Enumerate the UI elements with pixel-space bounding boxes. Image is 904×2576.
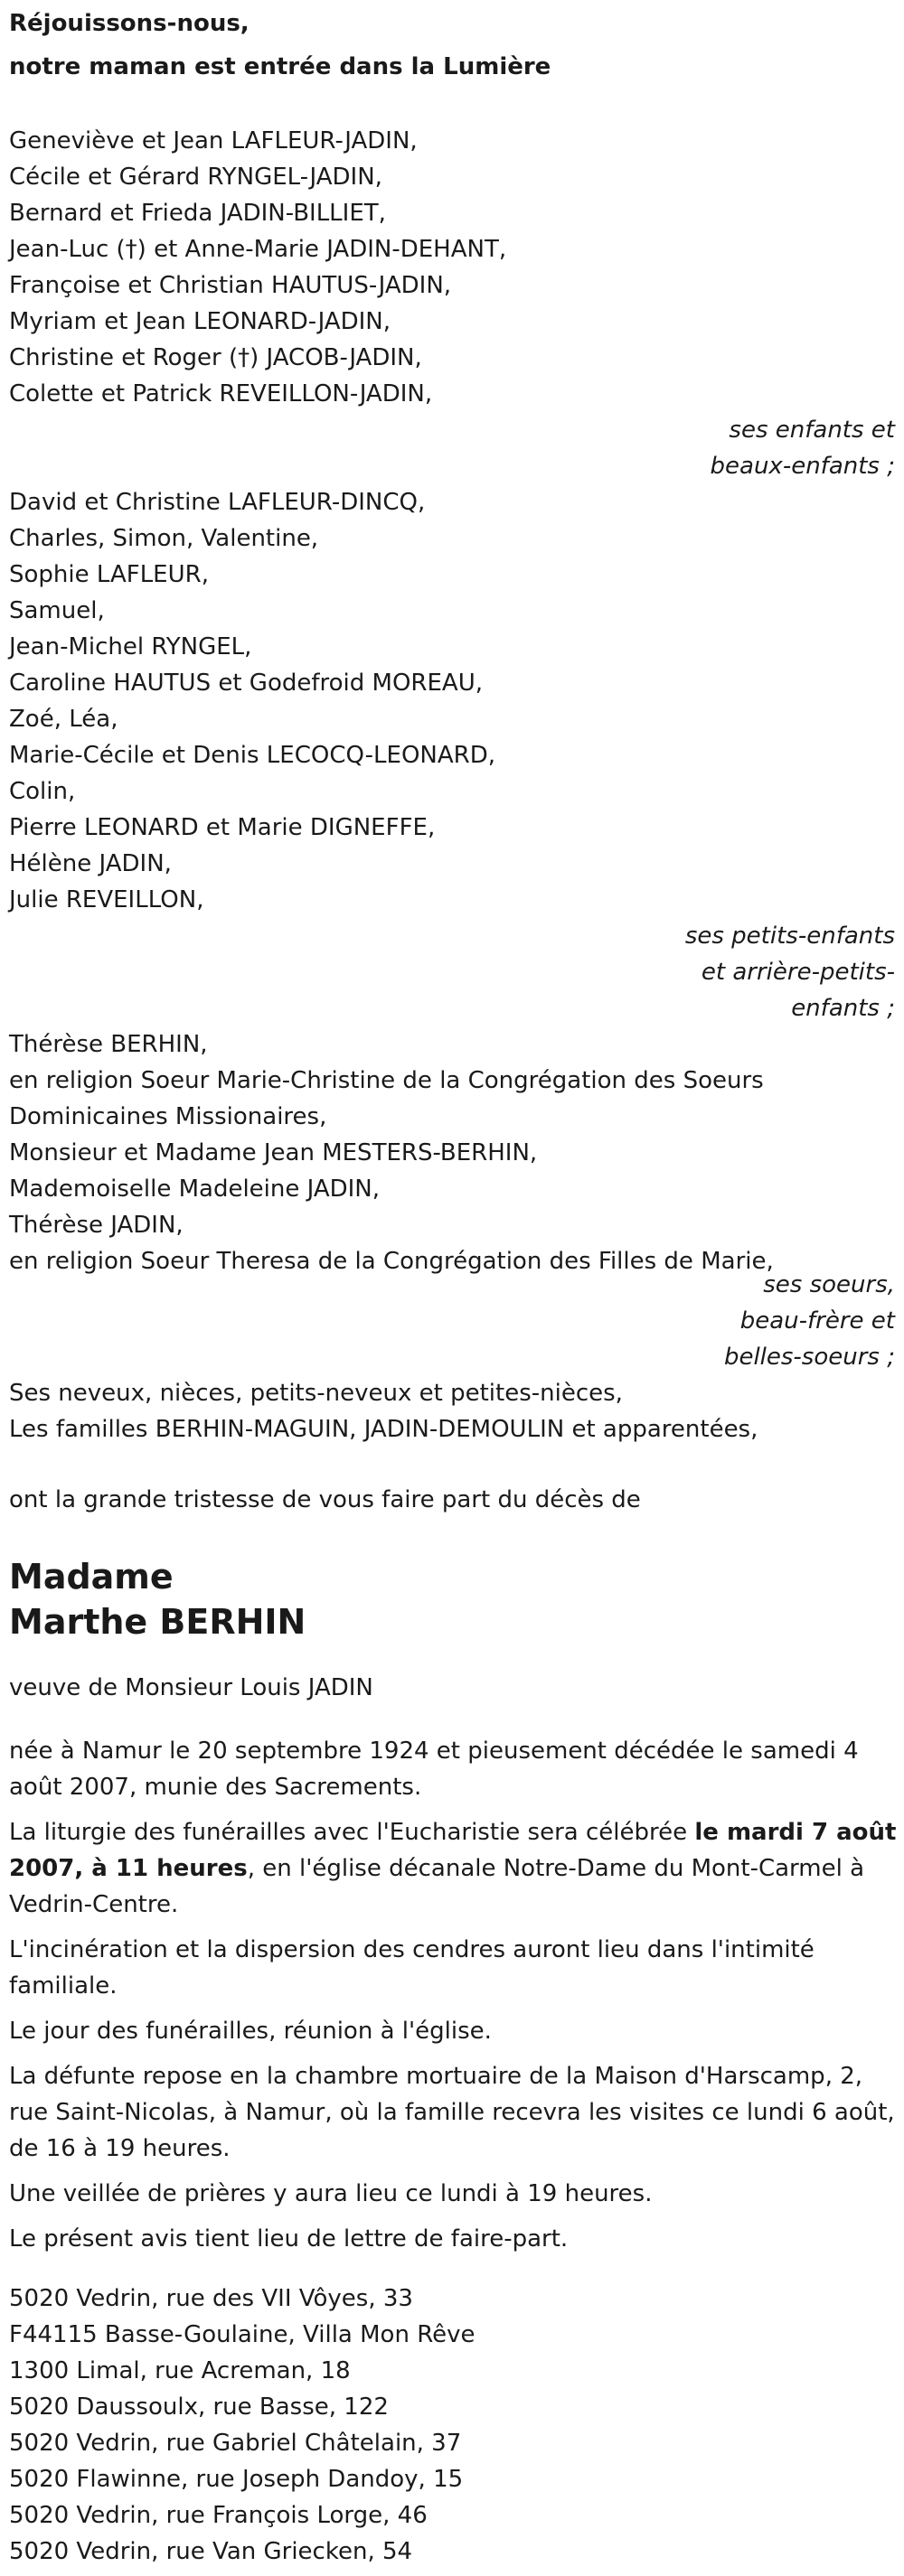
note-line: ses enfants et <box>729 417 895 444</box>
list-item: Caroline HAUTUS et Godefroid MOREAU, <box>9 670 483 697</box>
list-item: Zoé, Léa, <box>9 706 118 733</box>
list-item: David et Christine LAFLEUR-DINCQ, <box>9 489 426 516</box>
list-item: Marie-Cécile et Denis LECOCQ-LEONARD, <box>9 742 496 769</box>
list-item: Les familles BERHIN-MAGUIN, JADIN-DEMOULIN et apparentées, <box>9 1416 758 1443</box>
list-item: Myriam et Jean LEONARD-JADIN, <box>9 308 391 335</box>
grandchildren-relation-note <box>9 918 904 1026</box>
funeral-date: le mardi 7 août 2007, à 11 heures <box>9 1819 897 1882</box>
address-item: 5020 Vedrin, rue des VII Vôyes, 33 <box>9 2285 413 2312</box>
list-item: Colette et Patrick REVEILLON-JADIN, <box>9 380 433 407</box>
list-item: Geneviève et Jean LAFLEUR-JADIN, <box>9 127 418 155</box>
list-item: Mademoiselle Madeleine JADIN, <box>9 1176 381 1203</box>
note-line: beaux-enfants ; <box>710 453 895 480</box>
list-item: Jean-Luc (†) et Anne-Marie JADIN-DEHANT, <box>9 236 507 263</box>
list-item: Jean-Michel RYNGEL, <box>9 633 252 660</box>
reunion-paragraph: Le jour des funérailles, réunion à l'église. <box>9 2018 492 2045</box>
list-item: Thérèse JADIN, <box>9 1212 184 1239</box>
list-item: Sophie LAFLEUR, <box>9 561 209 588</box>
deceased-full-name: Marthe BERHIN <box>9 1602 306 1642</box>
list-item: Monsieur et Madame Jean MESTERS-BERHIN, <box>9 1139 538 1166</box>
note-line: ses soeurs, <box>763 1271 895 1298</box>
list-item: Françoise et Christian HAUTUS-JADIN, <box>9 272 452 299</box>
note-line: beau-frère et <box>739 1307 895 1335</box>
repose-paragraph: La défunte repose en la chambre mortuaire de la Maison d'Harscamp, 2, rue Saint-Nicolas, à Namur, où la famille recevra les visites ce lundi 6 août, de 16 à 19 heures. <box>9 2063 895 2162</box>
list-item: Charles, Simon, Valentine, <box>9 525 319 552</box>
list-item: Thérèse BERHIN, <box>9 1031 208 1058</box>
address-list <box>9 2281 895 2570</box>
address-item: 5020 Flawinne, rue Joseph Dandoy, 15 <box>9 2466 464 2493</box>
note-line: enfants ; <box>791 995 895 1022</box>
address-item: 1300 Limal, rue Acreman, 18 <box>9 2357 351 2384</box>
deceased-name <box>9 1554 895 1644</box>
intro-line-2: notre maman est entrée dans la Lumière <box>9 53 551 80</box>
birth-paragraph: née à Namur le 20 septembre 1924 et pieusement décédée le samedi 4 août 2007, munie des Sacrements. <box>9 1738 859 1801</box>
siblings-relation-note <box>9 1267 904 1375</box>
notice-paragraph: Le présent avis tient lieu de lettre de faire-part. <box>9 2225 569 2253</box>
note-line: et arrière-petits- <box>701 959 895 986</box>
children-list <box>9 123 895 412</box>
address-item: 5020 Vedrin, rue Van Griecken, 54 <box>9 2538 413 2565</box>
cremation-paragraph: L'incinération et la dispersion des cendres auront lieu dans l'intimité familiale. <box>9 1936 815 2000</box>
address-item: 5020 Daussoulx, rue Basse, 122 <box>9 2393 389 2421</box>
other-relatives <box>9 1375 895 1447</box>
note-line: ses petits-enfants <box>684 923 895 950</box>
address-item: 5020 Vedrin, rue François Lorge, 46 <box>9 2502 428 2529</box>
grandchildren-list <box>9 484 895 918</box>
list-item: Bernard et Frieda JADIN-BILLIET, <box>9 200 386 227</box>
address-item: 5020 Vedrin, rue Gabriel Châtelain, 37 <box>9 2430 462 2457</box>
funeral-text-after: , en l'église décanale Notre-Dame du Mont-Carmel à Vedrin-Centre. <box>9 1855 865 1918</box>
siblings-list <box>9 1026 895 1279</box>
list-item: Samuel, <box>9 597 105 624</box>
funeral-paragraph <box>9 1814 904 1923</box>
intro-line-1: Réjouissons-nous, <box>9 10 250 37</box>
funeral-text-before: La liturgie des funérailles avec l'Eucharistie sera célébrée <box>9 1819 695 1846</box>
list-item: Colin, <box>9 778 76 805</box>
list-item: Hélène JADIN, <box>9 850 172 877</box>
list-item: Ses neveux, nièces, petits-neveux et petites-nièces, <box>9 1380 623 1407</box>
list-item: Christine et Roger (†) JACOB-JADIN, <box>9 344 422 371</box>
address-item: F44115 Basse-Goulaine, Villa Mon Rêve <box>9 2321 476 2348</box>
children-relation-note <box>9 412 904 484</box>
widow-of: veuve de Monsieur Louis JADIN <box>9 1674 373 1701</box>
list-item: Pierre LEONARD et Marie DIGNEFFE, <box>9 814 436 841</box>
list-item: en religion Soeur Theresa de la Congrégation des Filles de Marie, <box>9 1248 774 1275</box>
list-item: en religion Soeur Marie-Christine de la Congrégation des Soeurs <box>9 1067 764 1094</box>
list-item: Cécile et Gérard RYNGEL-JADIN, <box>9 164 382 191</box>
announcement-text: ont la grande tristesse de vous faire part du décès de <box>9 1486 641 1513</box>
list-item: Julie REVEILLON, <box>9 886 204 913</box>
deceased-title: Madame <box>9 1557 174 1597</box>
vigil-paragraph: Une veillée de prières y aura lieu ce lundi à 19 heures. <box>9 2180 653 2207</box>
note-line: belles-soeurs ; <box>723 1344 895 1371</box>
list-item: Dominicaines Missionaires, <box>9 1103 327 1130</box>
